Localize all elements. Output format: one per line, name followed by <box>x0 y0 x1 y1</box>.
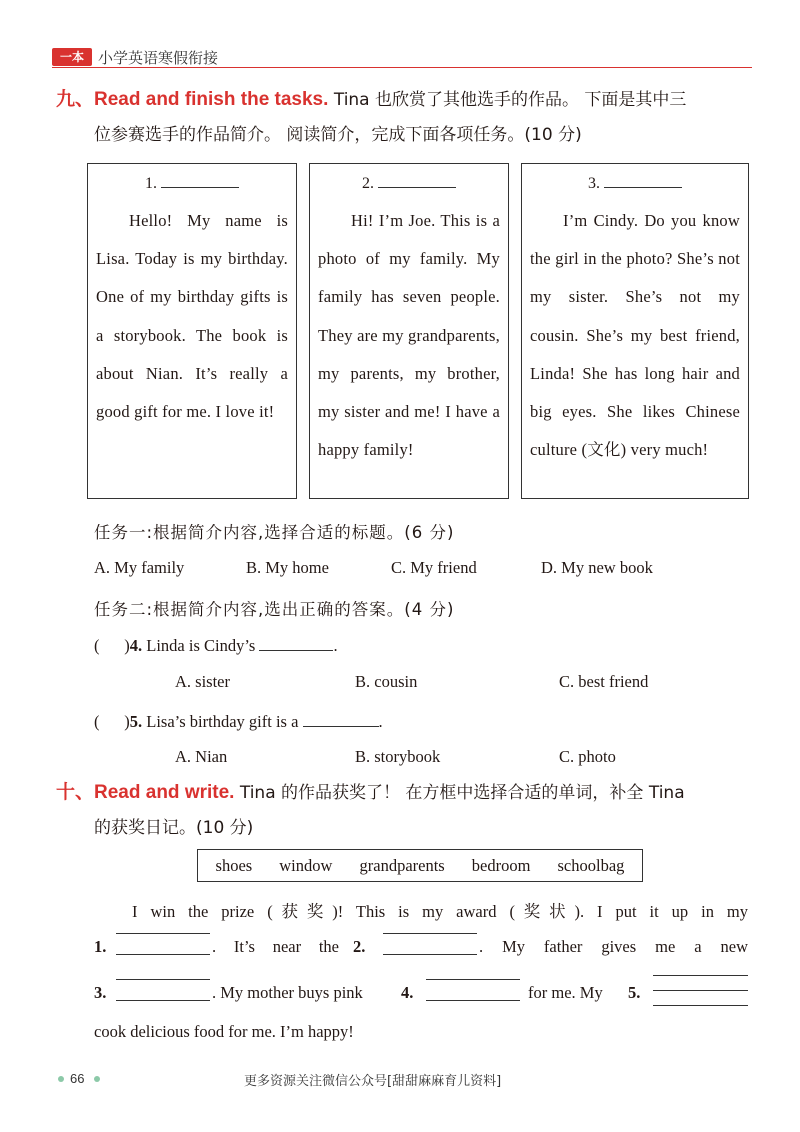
q4-option-a: A. sister <box>175 672 230 691</box>
task-1-option-b: B. My home <box>246 558 329 577</box>
word-option: window <box>279 856 333 875</box>
passage-2-text: Hi! I’m Joe. This is a photo of my family. My family has seven people. They are my grandparents, my parents, my brother, my sister and me! I have a happy family! <box>318 211 500 460</box>
task-1-option-a: A. My family <box>94 558 185 577</box>
book-title: 小学英语寒假衔接 <box>98 49 219 67</box>
answer-bracket[interactable]: ( ) <box>94 712 130 731</box>
section-9-instruction: Tina 也欣赏了其他选手的作品。 下面是其中三 <box>333 90 687 110</box>
passage-3-title: 3. <box>530 170 740 198</box>
answer-line-4b[interactable] <box>426 1000 520 1001</box>
section-10-instruction: Tina 的作品获奖了！ 在方框中选择合适的单词，补全 Tina <box>239 783 685 803</box>
passage-3-text: I’m Cindy. Do you know the girl in the photo? She’s not my sister. She’s not my cousin. She’s my best friend, Linda! She has long hair and big eyes. She likes Chinese culture (文化) very much! <box>530 211 740 460</box>
passage-1-title: 1. <box>96 170 288 198</box>
word-box <box>197 849 643 882</box>
footer-note: 更多资源关注微信公众号[甜甜麻麻育儿资料] <box>244 1074 502 1089</box>
answer-line-3b[interactable] <box>116 1000 210 1001</box>
passage-2-title: 2. <box>318 170 500 198</box>
section-9-instruction-2: 位参赛选手的作品简介。 阅读简介，完成下面各项任务。(10 分) <box>94 125 582 145</box>
answer-bracket[interactable]: ( ) <box>94 636 130 655</box>
section-9-heading <box>56 86 686 113</box>
task-2-heading: 任务二:根据简介内容,选出正确的答案。(4 分) <box>94 600 455 619</box>
word-option: schoolbag <box>557 856 625 875</box>
blank-2-label: 2. <box>353 937 366 956</box>
task-1-option-d: D. My new book <box>541 558 653 577</box>
section-10-instruction-2: 的获奖日记。(10 分) <box>94 818 254 838</box>
blank-5-label: 5. <box>628 983 641 1002</box>
header-divider <box>52 67 752 68</box>
diary-line-1: I win the prize (获奖)! This is my award (奖状). I put it up in my <box>132 902 748 921</box>
section-10-title: Read and write. <box>94 782 235 803</box>
footer-dot <box>94 1076 100 1082</box>
word-option: bedroom <box>471 856 531 875</box>
blank-1-label: 1. <box>94 937 107 956</box>
q5-option-a: A. Nian <box>175 747 228 766</box>
q4-option-c: C. best friend <box>559 672 649 691</box>
passage-1-text: Hello! My name is Lisa. Today is my birthday. One of my birthday gifts is a storybook. The book is about Nian. It’s really a good gift for me. I love it! <box>96 211 288 422</box>
page-number: 66 <box>70 1071 85 1086</box>
blank-3-label: 3. <box>94 983 107 1002</box>
section-10-number: 十、 <box>56 781 95 803</box>
answer-line-5c[interactable] <box>653 1005 748 1006</box>
blank-4-label: 4. <box>401 983 414 1002</box>
word-option: grandparents <box>359 856 445 875</box>
answer-line-3a[interactable] <box>116 979 210 980</box>
q5-option-c: C. photo <box>559 747 616 766</box>
section-10-heading <box>56 779 685 806</box>
section-9-title: Read and finish the tasks. <box>94 89 329 110</box>
answer-line-1b[interactable] <box>116 954 210 955</box>
brand-badge: 一本 <box>52 48 92 66</box>
answer-line-2b[interactable] <box>383 954 477 955</box>
diary-line-4: cook delicious food for me. I’m happy! <box>94 1022 354 1041</box>
passage-1 <box>87 163 297 499</box>
passage-2 <box>309 163 509 499</box>
question-4: ( )4. Linda is Cindy’s . <box>94 636 338 655</box>
diary-text-2a: . It’s near the <box>212 937 339 956</box>
diary-text-3a: . My mother buys pink <box>212 983 363 1002</box>
passage-3 <box>521 163 749 499</box>
word-option: shoes <box>215 856 253 875</box>
task-1-option-c: C. My friend <box>391 558 477 577</box>
task-1-heading: 任务一:根据简介内容,选择合适的标题。(6 分) <box>94 523 455 542</box>
answer-line-1a[interactable] <box>116 933 210 934</box>
q4-option-b: B. cousin <box>355 672 418 691</box>
question-5: ( )5. Lisa’s birthday gift is a . <box>94 712 383 731</box>
section-9-number: 九、 <box>56 88 95 110</box>
diary-text-2b: . My father gives me a new <box>479 937 748 956</box>
footer-dot <box>58 1076 64 1082</box>
q5-option-b: B. storybook <box>355 747 441 766</box>
diary-text-3b: for me. My <box>528 983 603 1002</box>
answer-line-5a[interactable] <box>653 975 748 976</box>
answer-line-2a[interactable] <box>383 933 477 934</box>
answer-line-5b[interactable] <box>653 990 748 991</box>
answer-line-4a[interactable] <box>426 979 520 980</box>
